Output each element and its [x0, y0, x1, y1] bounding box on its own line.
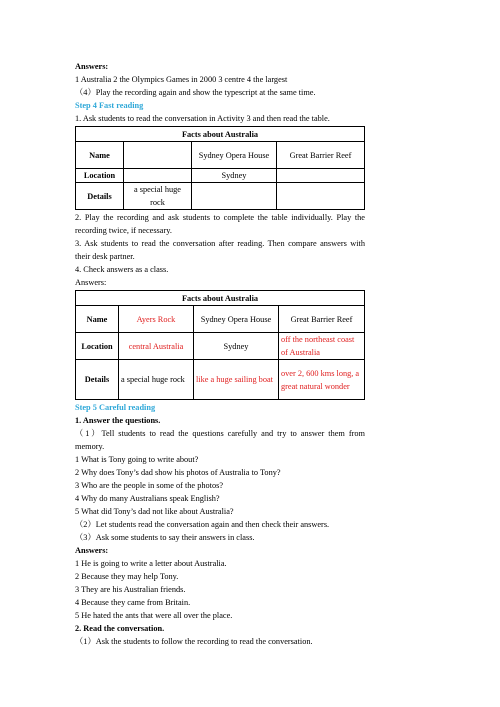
step5-subheading: 2. Read the conversation.: [75, 624, 165, 633]
answer-item: 3 They are his Australian friends.: [75, 585, 186, 594]
answers-label: Answers:: [75, 278, 107, 287]
table-cell: Sydney: [194, 333, 279, 360]
step4-heading: Step 4 Fast reading: [75, 101, 144, 110]
answer-item: 2 Because they may help Tony.: [75, 572, 179, 581]
answer-item: 1 He is going to write a letter about Australia.: [75, 559, 227, 568]
table-cell: a special huge rock: [124, 183, 192, 210]
step4-instruction-1: 1. Ask students to read the conversation in Activity 3 and then read the table.: [75, 114, 330, 123]
answer-cell: off the northeast coast of Australia: [279, 333, 365, 360]
answers-heading: Answers:: [75, 62, 109, 71]
table-cell: Sydney: [192, 169, 277, 183]
facts-table-blank: [75, 126, 365, 210]
table-cell: Great Barrier Reef: [279, 306, 365, 333]
table-caption: Facts about Australia: [76, 291, 365, 306]
document-page: [75, 60, 365, 648]
table-header-cell: Location: [76, 169, 124, 183]
question-item: 5 What did Tony’s dad not like about Australia?: [75, 507, 234, 516]
table-caption: Facts about Australia: [76, 127, 365, 142]
question-item: 3 Who are the people in some of the photos?: [75, 481, 223, 490]
table-cell: Sydney Opera House: [192, 142, 277, 169]
instruction-item: （4）Play the recording again and show the typescript at the same time.: [75, 88, 316, 97]
answers-line: 1 Australia 2 the Olympics Games in 2000 3 centre 4 the largest: [75, 75, 288, 84]
facts-table-answers: [75, 290, 365, 400]
table-header-cell: Details: [76, 183, 124, 210]
table-cell: [192, 183, 277, 210]
table-header-cell: Location: [76, 333, 119, 360]
answer-cell: Ayers Rock: [119, 306, 194, 333]
instruction-item: （2）Let students read the conversation again and then check their answers.: [75, 520, 330, 529]
step4-instruction-4: 4. Check answers as a class.: [75, 265, 169, 274]
answer-cell: like a huge sailing boat: [194, 360, 279, 400]
answer-item: 5 He hated the ants that were all over the place.: [75, 611, 233, 620]
table-cell: a special huge rock: [119, 360, 194, 400]
table-cell: [124, 169, 192, 183]
table-header-cell: Details: [76, 360, 119, 400]
table-cell: [277, 169, 365, 183]
answer-cell: over 2, 600 kms long, a great natural wonder: [279, 360, 365, 400]
table-header-cell: Name: [76, 306, 119, 333]
step5-subheading: 1. Answer the questions.: [75, 416, 161, 425]
step5-heading: Step 5 Careful reading: [75, 403, 156, 412]
answers-heading: Answers:: [75, 546, 109, 555]
answer-cell: central Australia: [119, 333, 194, 360]
table-cell: [124, 142, 192, 169]
table-cell: Sydney Opera House: [194, 306, 279, 333]
table-cell: [277, 183, 365, 210]
question-item: 1 What is Tony going to write about?: [75, 455, 199, 464]
step4-instruction-3: 3. Ask students to read the conversation after reading. Then compare answers with their desk partner.: [75, 239, 365, 261]
answer-item: 4 Because they came from Britain.: [75, 598, 191, 607]
instruction-item: （3）Ask some students to say their answers in class.: [75, 533, 255, 542]
question-item: 2 Why does Tony’s dad show his photos of Australia to Tony?: [75, 468, 281, 477]
table-header-cell: Name: [76, 142, 124, 169]
instruction-item: （1）Tell students to read the questions carefully and try to answer them from memory.: [75, 429, 365, 451]
step4-instruction-2: 2. Play the recording and ask students to complete the table individually. Play the recording twice, if necessary.: [75, 213, 365, 235]
question-item: 4 Why do many Australians speak English?: [75, 494, 220, 503]
table-cell: Great Barrier Reef: [277, 142, 365, 169]
instruction-item: （1）Ask the students to follow the recording to read the conversation.: [75, 637, 313, 646]
